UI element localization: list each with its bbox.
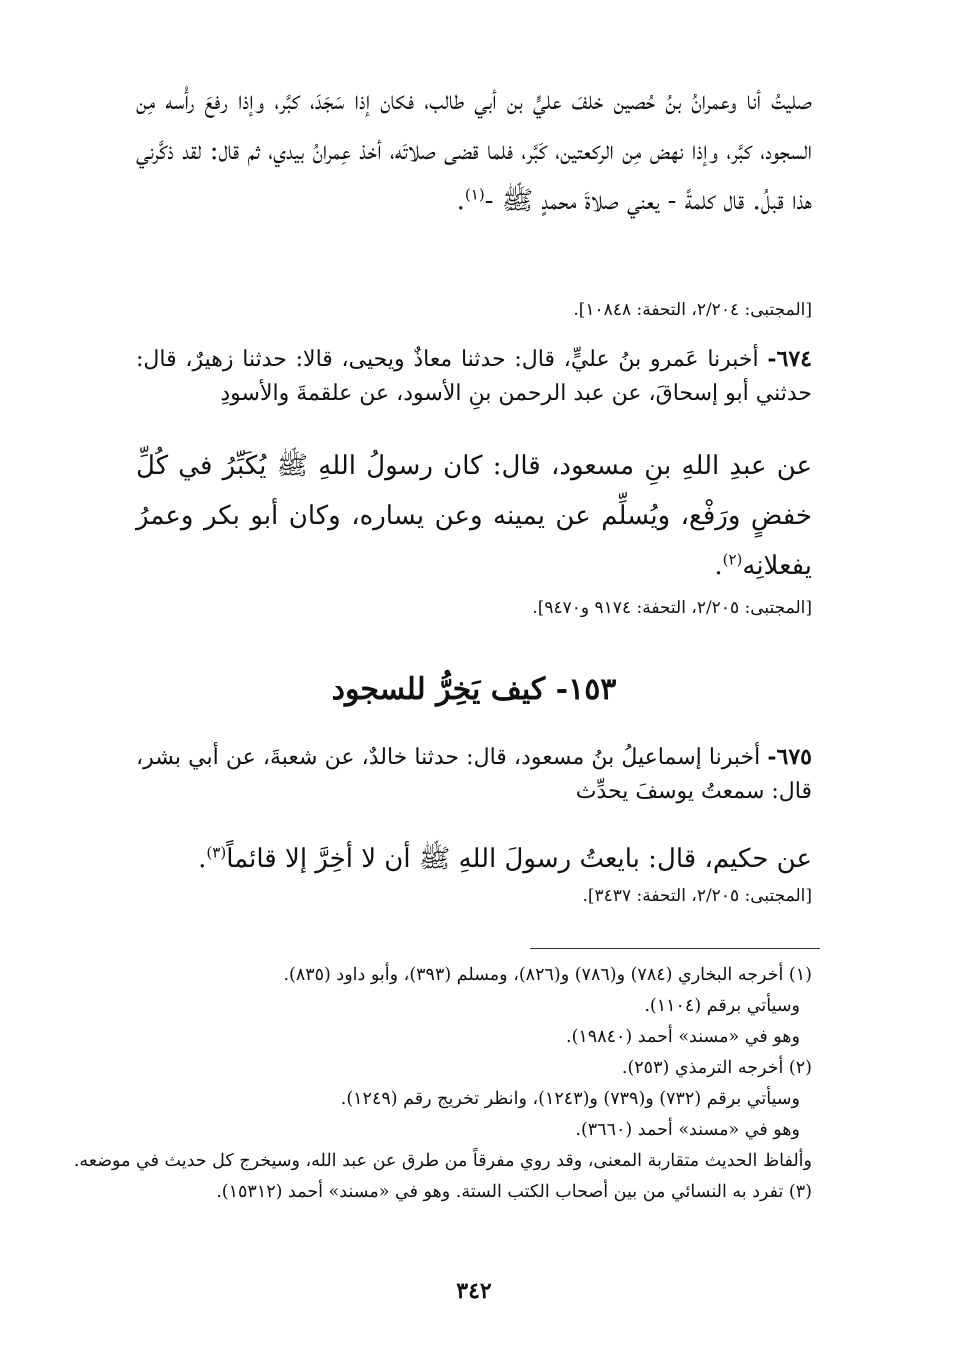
hadith-text xyxy=(136,76,812,226)
footnotes-list xyxy=(73,960,812,1208)
footnote-line: (١) أخرجه البخاري (٧٨٤) و(٧٨٦) و(٨٢٦)، ومسلم (٣٩٣)، وأبو داود (٨٣٥). xyxy=(283,965,812,985)
source-reference: [المجتبى: ٢/٢٠٤، التحفة: ١٠٨٤٨]. xyxy=(573,300,812,320)
footnote-divider xyxy=(530,948,820,949)
isnad-chain xyxy=(136,342,812,411)
footnote-line: وسيأتي برقم (٧٣٢) و(٧٣٩) و(١٢٤٣)، وانظر تخريج رقم (١٢٤٩). xyxy=(340,1089,800,1109)
isnad-chain xyxy=(136,740,812,809)
source-reference: [المجتبى: ٢/٢٠٥، التحفة: ٩١٧٤ و٩٤٧٠]. xyxy=(532,598,812,618)
hadith-number: ٦٧٤- xyxy=(767,346,812,372)
hadith-675-text: عن حكيم، قال: بايعتُ رسولَ اللهِ ﷺ أن لا أخِرَّ إلا قائماً xyxy=(226,844,812,874)
hadith-673-text: صليتُ أنا وعمرانُ بنُ حُصين خلفَ عليٍّ بن أبي طالب، فكان إذا سَجَدَ، كبَّر، وإذا رفعَ رأْسه مِن السجود، كبَّر، وإذا نهض مِن الركعتين، كَبَّر، فلما قضى صلاتَه، أخذ عِمرانُ بيدي، ثم قال: لقد ذكَّرني هذا قبلُ. قال كلمةً - يعني صلاةَ محمدٍ ﷺ - xyxy=(136,86,812,216)
sentence-end: . xyxy=(198,844,207,874)
source-reference: [المجتبى: ٢/٢٠٥، التحفة: ٣٤٣٧]. xyxy=(582,886,812,906)
page-number: ٣٤٢ xyxy=(456,1278,492,1304)
footnote-line: (٢) أخرجه الترمذي (٢٥٣). xyxy=(621,1058,812,1078)
footnote-line: وهو في «مسند» أحمد (٣٦٦٠). xyxy=(575,1120,800,1140)
sentence-end: . xyxy=(456,186,465,216)
hadith-text xyxy=(136,441,812,591)
footnote-line: وهو في «مسند» أحمد (١٩٨٤٠). xyxy=(566,1027,800,1047)
hadith-674-text: عن عبدِ اللهِ بنِ مسعود، قال: كان رسولُ اللهِ ﷺ يُكَبِّرُ في كُلِّ خفضٍ ورَفْع، ويُسلِّم عن يمينه وعن يساره، وكان أبو بكر وعمرُ يفعلانِه xyxy=(136,451,812,581)
footnote-marker-3[interactable]: (٣) xyxy=(206,843,227,862)
footnote-line: وسيأتي برقم (١١٠٤). xyxy=(644,996,800,1016)
footnote-line: (٣) تفرد به النسائي من بين أصحاب الكتب الستة. وهو في «مسند» أحمد (١٥٣١٢). xyxy=(216,1182,812,1202)
footnote-line: وألفاظ الحديث متقاربة المعنى، وقد روي مفرقاً من طرق عن عبد الله، وسيخرج كل حديث في موضعه. xyxy=(73,1151,812,1171)
hadith-675-chain: أخبرنا إسماعيلُ بنُ مسعود، قال: حدثنا خالدٌ، عن شعبةَ، عن أبي بشر، قال: سمعتُ يوسفَ يحدِّث xyxy=(136,745,812,804)
hadith-674-chain: أخبرنا عَمرو بنُ عليٍّ، قال: حدثنا معاذٌ ويحيى، قالا: حدثنا زهيرٌ، قال: حدثني أبو إسحاقَ، عن عبد الرحمن بنِ الأسود، عن علقمةَ والأسودِ xyxy=(136,347,812,406)
hadith-text xyxy=(136,834,812,884)
sentence-end: . xyxy=(714,551,723,581)
chapter-heading: ١٥٣- كيف يَخِرُّ للسجود xyxy=(331,672,617,707)
footnote-marker-2[interactable]: (٢) xyxy=(722,550,743,569)
footnote-marker-1[interactable]: (١) xyxy=(464,185,485,204)
hadith-number: ٦٧٥- xyxy=(767,744,812,770)
